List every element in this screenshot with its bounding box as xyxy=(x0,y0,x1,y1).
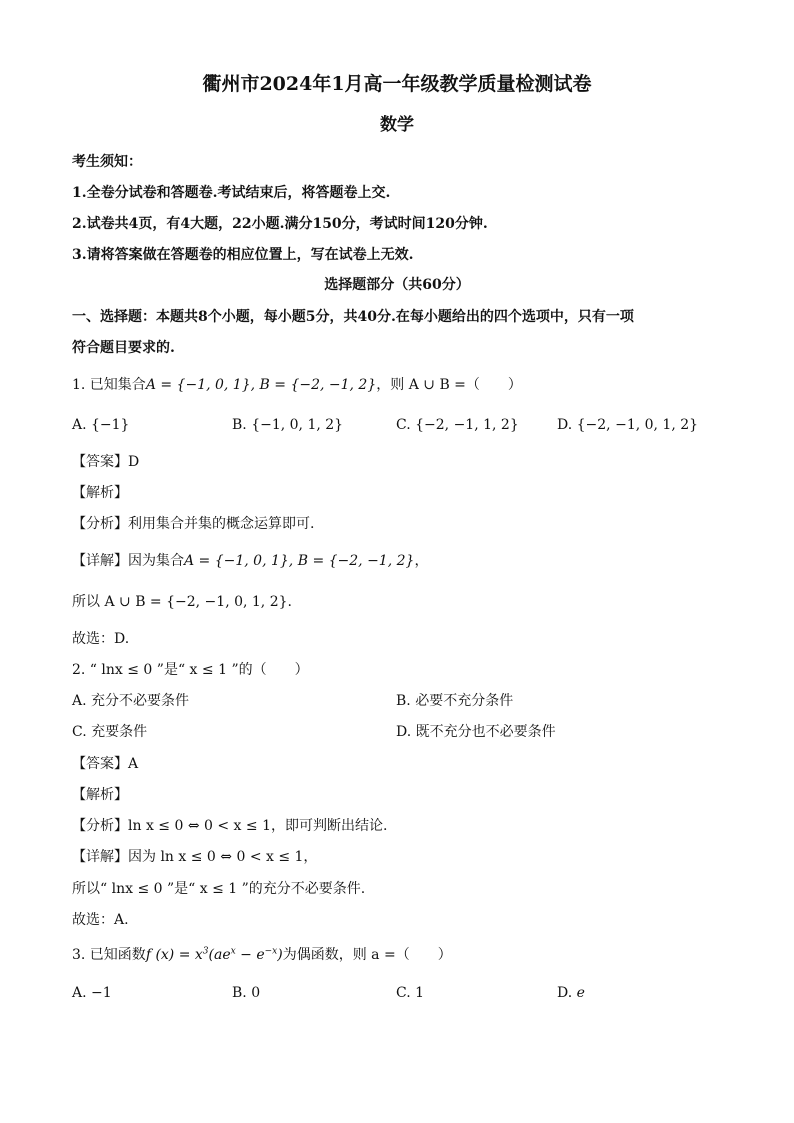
question-3-exp2: x xyxy=(230,946,236,957)
section-intro-line2: 符合题目要求的. xyxy=(72,340,175,356)
fenxi-text: 利用集合并集的概念运算即可. xyxy=(128,516,315,532)
option-letter: D. xyxy=(557,417,573,433)
question-1-stem-prefix: 1. 已知集合 xyxy=(72,377,146,393)
option-text: {−1, 0, 1, 2} xyxy=(251,417,344,433)
option-text: 既不充分也不必要条件 xyxy=(415,724,556,740)
option-text: {−2, −1, 1, 2} xyxy=(415,417,519,433)
question-1-fenxi xyxy=(72,515,314,533)
question-1-xiangjie xyxy=(72,552,428,570)
question-1-stem-math: A = {−1, 0, 1}, B = {−2, −1, 2} xyxy=(145,377,377,393)
option-text: 1 xyxy=(415,985,425,1001)
option-letter: B. xyxy=(232,985,247,1001)
question-3-mid: − e xyxy=(235,947,265,963)
question-2-fenxi xyxy=(72,817,387,835)
question-2-answer xyxy=(72,755,138,773)
notice-item-2: 2.试卷共4页，有4大题，22小题.满分150分，考试时间120分钟. xyxy=(72,216,488,232)
option-letter: B. xyxy=(396,693,411,709)
question-3-stem-prefix: 3. 已知函数 xyxy=(72,947,146,963)
question-1-option-d xyxy=(557,416,698,434)
question-2-option-c xyxy=(72,723,147,741)
option-text: {−2, −1, 0, 1, 2} xyxy=(576,417,699,433)
question-2-xiangjie xyxy=(72,848,317,866)
xiangjie-tag: 【详解】 xyxy=(72,849,128,865)
question-2-stem: 2. “ lnx ≤ 0 ”是“ x ≤ 1 ”的（ ） xyxy=(72,662,309,678)
question-2-analysis-tag: 【解析】 xyxy=(72,787,128,803)
xiangjie-math: A = {−1, 0, 1}, B = {−2, −1, 2} xyxy=(184,553,415,569)
question-3-exp3: −x xyxy=(264,946,278,957)
option-letter: C. xyxy=(396,985,411,1001)
question-1-option-a xyxy=(72,416,129,434)
question-3-exp: 3 xyxy=(202,946,209,957)
question-2-option-d xyxy=(396,723,556,741)
answer-value: A xyxy=(128,756,139,772)
question-2-conclusion: 故选：A. xyxy=(72,912,129,928)
answer-value: D xyxy=(128,454,140,470)
question-2-option-a xyxy=(72,692,189,710)
fenxi-tag: 【分析】 xyxy=(72,818,128,834)
xiangjie-pre: 因为集合 xyxy=(128,553,184,569)
question-3-option-b xyxy=(232,984,260,1002)
question-2-so-line: 所以“ lnx ≤ 0 ”是“ x ≤ 1 ”的充分不必要条件. xyxy=(72,881,366,897)
xiangjie-post: ， xyxy=(414,553,429,569)
question-3-stem xyxy=(72,946,452,964)
question-1-so-line: 所以 A ∪ B = {−2, −1, 0, 1, 2}. xyxy=(72,594,292,610)
option-letter: A. xyxy=(72,417,87,433)
question-3-option-d xyxy=(557,984,585,1002)
option-text: e xyxy=(576,985,585,1001)
question-3-fx: f (x) = x xyxy=(145,947,203,963)
option-letter: A. xyxy=(72,693,87,709)
fenxi-text: ln x ≤ 0 ⇔ 0 < x ≤ 1，即可判断出结论. xyxy=(128,818,388,834)
question-1-option-c xyxy=(396,416,519,434)
page-title: 衢州市2024年1月高一年级教学质量检测试卷 xyxy=(202,73,592,95)
question-1-stem-suffix: ，则 A ∪ B =（ ） xyxy=(376,377,522,393)
option-letter: C. xyxy=(396,417,411,433)
question-1-analysis-tag: 【解析】 xyxy=(72,485,128,501)
option-letter: A. xyxy=(72,985,87,1001)
question-3-stem-suffix: 为偶函数，则 a =（ ） xyxy=(282,947,452,963)
question-3-option-a xyxy=(72,984,112,1002)
question-1-option-b xyxy=(232,416,343,434)
part-title: 选择题部分（共60分） xyxy=(324,277,470,293)
question-1-stem xyxy=(72,376,522,394)
question-3-close: ) xyxy=(277,947,283,963)
section-intro-line1: 一、选择题：本题共8个小题，每小题5分，共40分.在每小题给出的四个选项中，只有一项 xyxy=(72,309,634,325)
notice-heading: 考生须知： xyxy=(72,154,142,170)
question-3-paren: (ae xyxy=(208,947,231,963)
option-text: −1 xyxy=(91,985,112,1001)
option-letter: B. xyxy=(232,417,247,433)
option-letter: C. xyxy=(72,724,87,740)
notice-item-1: 1.全卷分试卷和答题卷.考试结束后，将答题卷上交. xyxy=(72,185,391,201)
option-letter: D. xyxy=(557,985,573,1001)
question-2-option-b xyxy=(396,692,513,710)
answer-tag: 【答案】 xyxy=(72,756,128,772)
xiangjie-text: 因为 ln x ≤ 0 ⇔ 0 < x ≤ 1， xyxy=(128,849,318,865)
option-text: {−1} xyxy=(91,417,130,433)
subject-title: 数学 xyxy=(380,115,414,135)
xiangjie-tag: 【详解】 xyxy=(72,553,128,569)
option-text: 充要条件 xyxy=(91,724,148,740)
option-text: 必要不充分条件 xyxy=(415,693,514,709)
notice-item-3: 3.请将答案做在答题卷的相应位置上，写在试卷上无效. xyxy=(72,247,414,263)
option-letter: D. xyxy=(396,724,412,740)
question-1-conclusion: 故选：D. xyxy=(72,631,130,647)
option-text: 充分不必要条件 xyxy=(91,693,190,709)
answer-tag: 【答案】 xyxy=(72,454,128,470)
fenxi-tag: 【分析】 xyxy=(72,516,128,532)
option-text: 0 xyxy=(251,985,261,1001)
question-1-answer xyxy=(72,453,139,471)
question-3-option-c xyxy=(396,984,424,1002)
